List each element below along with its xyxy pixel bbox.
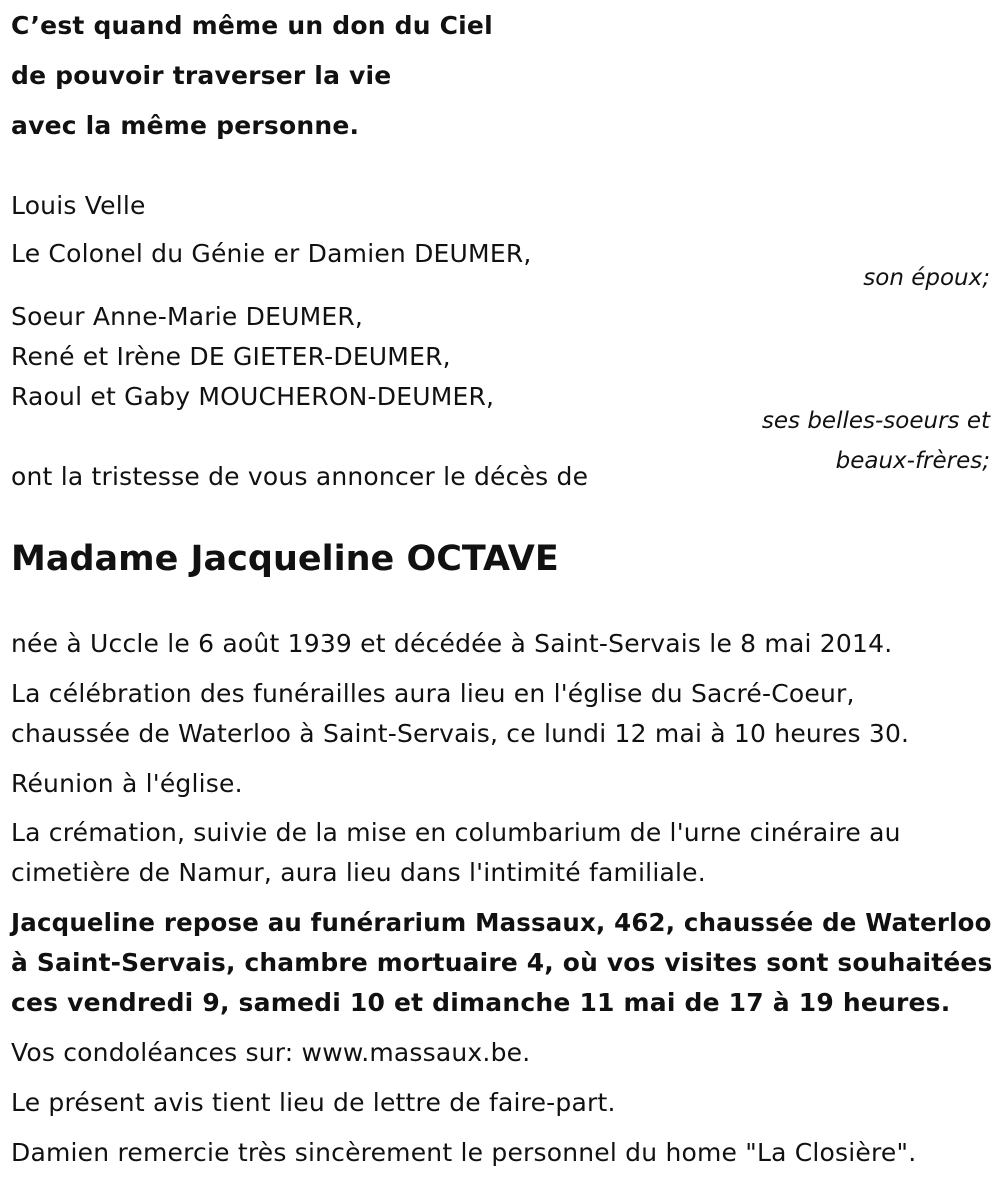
reunion: Réunion à l'église.	[11, 769, 243, 798]
deceased-name: Madame Jacqueline OCTAVE	[11, 539, 559, 579]
cremation-line-1: La crémation, suivie de la mise en columbarium de l'urne cinéraire au	[11, 818, 901, 847]
inlaws-role-line-1: ses belles-soeurs et	[761, 408, 990, 434]
visit-line-3: ces vendredi 9, samedi 10 et dimanche 11 mai de 17 à 19 heures.	[11, 988, 951, 1017]
ceremony-line-1: La célébration des funérailles aura lieu en l'église du Sacré-Coeur,	[11, 679, 855, 708]
notice: Le présent avis tient lieu de lettre de faire-part.	[11, 1088, 616, 1117]
ceremony-line-2: chaussée de Waterloo à Saint-Servais, ce lundi 12 mai à 10 heures 30.	[11, 719, 910, 748]
motto-line-2: de pouvoir traverser la vie	[11, 61, 392, 90]
family-husband-line-1: Louis Velle	[11, 191, 146, 220]
thanks: Damien remercie très sincèrement le personnel du home "La Closière".	[11, 1138, 917, 1167]
announcement: ont la tristesse de vous annoncer le décès de	[11, 462, 589, 491]
condolences: Vos condoléances sur: www.massaux.be.	[11, 1038, 531, 1067]
inlaw-line-2: René et Irène DE GIETER-DEUMER,	[11, 342, 451, 371]
birth-death: née à Uccle le 6 août 1939 et décédée à Saint-Servais le 8 mai 2014.	[11, 629, 893, 658]
motto-line-1: C’est quand même un don du Ciel	[11, 11, 493, 40]
inlaws-role-line-2: beaux-frères;	[835, 448, 990, 474]
husband-role: son époux;	[863, 265, 990, 291]
inlaw-line-1: Soeur Anne-Marie DEUMER,	[11, 302, 364, 331]
visit-line-2: à Saint-Servais, chambre mortuaire 4, où vos visites sont souhaitées	[11, 948, 993, 977]
inlaw-line-3: Raoul et Gaby MOUCHERON-DEUMER,	[11, 382, 495, 411]
cremation-line-2: cimetière de Namur, aura lieu dans l'intimité familiale.	[11, 858, 706, 887]
motto-line-3: avec la même personne.	[11, 111, 360, 140]
visit-line-1: Jacqueline repose au funérarium Massaux, 462, chaussée de Waterloo	[11, 908, 992, 937]
family-husband-line-2: Le Colonel du Génie er Damien DEUMER,	[11, 239, 532, 268]
